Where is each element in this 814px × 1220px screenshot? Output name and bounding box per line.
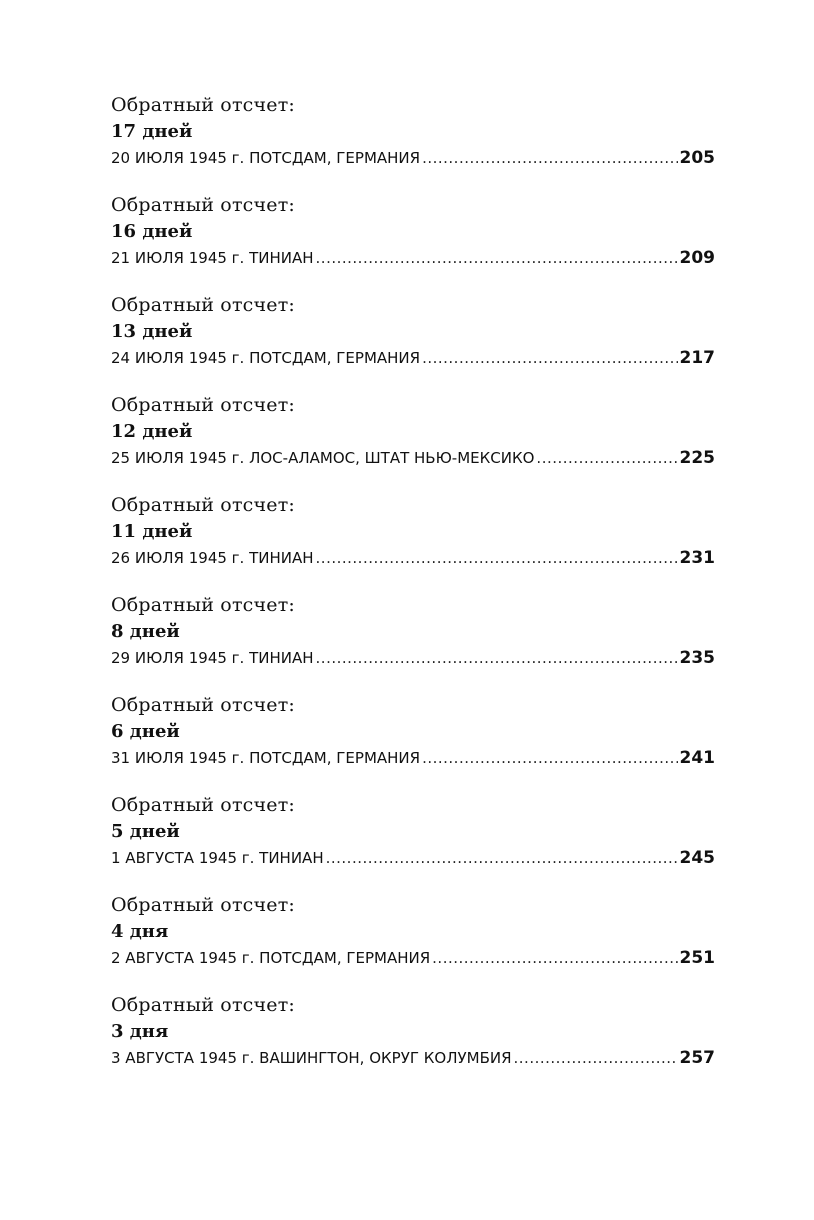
page-number: 251 bbox=[679, 948, 715, 968]
countdown-days: 8 дней bbox=[111, 621, 180, 642]
page-number: 231 bbox=[679, 548, 715, 568]
toc-line[interactable] bbox=[111, 645, 715, 671]
dot-leader bbox=[326, 845, 678, 871]
countdown-label: Обратный отсчет: bbox=[111, 894, 296, 916]
page-number: 225 bbox=[679, 448, 715, 468]
toc-line[interactable] bbox=[111, 145, 715, 171]
dot-leader bbox=[316, 245, 678, 271]
dot-leader bbox=[536, 445, 677, 471]
dot-leader bbox=[422, 145, 677, 171]
dot-leader bbox=[422, 345, 677, 371]
countdown-days: 6 дней bbox=[111, 721, 180, 742]
page-number: 205 bbox=[679, 148, 715, 168]
chapter-place: 3 АВГУСТА 1945 г. ВАШИНГТОН, ОКРУГ КОЛУМБИЯ bbox=[111, 1049, 512, 1067]
chapter-place: 21 ИЮЛЯ 1945 г. ТИНИАН bbox=[111, 249, 314, 267]
page-number: 235 bbox=[679, 648, 715, 668]
toc-entry bbox=[111, 892, 715, 992]
toc-line[interactable] bbox=[111, 845, 715, 871]
countdown-days: 16 дней bbox=[111, 221, 193, 242]
page-number: 217 bbox=[679, 348, 715, 368]
toc-entry bbox=[111, 92, 715, 192]
toc-line[interactable] bbox=[111, 445, 715, 471]
countdown-label: Обратный отсчет: bbox=[111, 294, 296, 316]
countdown-label: Обратный отсчет: bbox=[111, 694, 296, 716]
dot-leader bbox=[432, 945, 677, 971]
countdown-days: 12 дней bbox=[111, 421, 193, 442]
toc-line[interactable] bbox=[111, 745, 715, 771]
dot-leader bbox=[316, 545, 678, 571]
chapter-place: 29 ИЮЛЯ 1945 г. ТИНИАН bbox=[111, 649, 314, 667]
chapter-place: 25 ИЮЛЯ 1945 г. ЛОС-АЛАМОС, ШТАТ НЬЮ-МЕКСИКО bbox=[111, 449, 535, 467]
page-number: 209 bbox=[679, 248, 715, 268]
dot-leader bbox=[316, 645, 678, 671]
toc-line[interactable] bbox=[111, 345, 715, 371]
dot-leader bbox=[422, 745, 677, 771]
countdown-label: Обратный отсчет: bbox=[111, 194, 296, 216]
countdown-days: 5 дней bbox=[111, 821, 180, 842]
toc-entry bbox=[111, 792, 715, 892]
countdown-days: 3 дня bbox=[111, 1021, 169, 1042]
toc-line[interactable] bbox=[111, 245, 715, 271]
page-number: 257 bbox=[679, 1048, 715, 1068]
countdown-days: 4 дня bbox=[111, 921, 169, 942]
toc-line[interactable] bbox=[111, 945, 715, 971]
dot-leader bbox=[514, 1045, 678, 1071]
table-of-contents bbox=[111, 92, 715, 1092]
countdown-label: Обратный отсчет: bbox=[111, 794, 296, 816]
chapter-place: 26 ИЮЛЯ 1945 г. ТИНИАН bbox=[111, 549, 314, 567]
countdown-label: Обратный отсчет: bbox=[111, 494, 296, 516]
chapter-place: 2 АВГУСТА 1945 г. ПОТСДАМ, ГЕРМАНИЯ bbox=[111, 949, 431, 967]
page-number: 241 bbox=[679, 748, 715, 768]
countdown-label: Обратный отсчет: bbox=[111, 594, 296, 616]
countdown-label: Обратный отсчет: bbox=[111, 94, 296, 116]
toc-entry bbox=[111, 392, 715, 492]
toc-entry bbox=[111, 992, 715, 1092]
countdown-days: 13 дней bbox=[111, 321, 193, 342]
toc-line[interactable] bbox=[111, 1045, 715, 1071]
countdown-days: 17 дней bbox=[111, 121, 193, 142]
toc-entry bbox=[111, 492, 715, 592]
chapter-place: 1 АВГУСТА 1945 г. ТИНИАН bbox=[111, 849, 324, 867]
chapter-place: 24 ИЮЛЯ 1945 г. ПОТСДАМ, ГЕРМАНИЯ bbox=[111, 349, 421, 367]
countdown-label: Обратный отсчет: bbox=[111, 994, 296, 1016]
toc-entry bbox=[111, 192, 715, 292]
page-number: 245 bbox=[679, 848, 715, 868]
toc-line[interactable] bbox=[111, 545, 715, 571]
countdown-days: 11 дней bbox=[111, 521, 193, 542]
chapter-place: 20 ИЮЛЯ 1945 г. ПОТСДАМ, ГЕРМАНИЯ bbox=[111, 149, 421, 167]
countdown-label: Обратный отсчет: bbox=[111, 394, 296, 416]
chapter-place: 31 ИЮЛЯ 1945 г. ПОТСДАМ, ГЕРМАНИЯ bbox=[111, 749, 421, 767]
toc-entry bbox=[111, 592, 715, 692]
toc-entry bbox=[111, 292, 715, 392]
toc-entry bbox=[111, 692, 715, 792]
